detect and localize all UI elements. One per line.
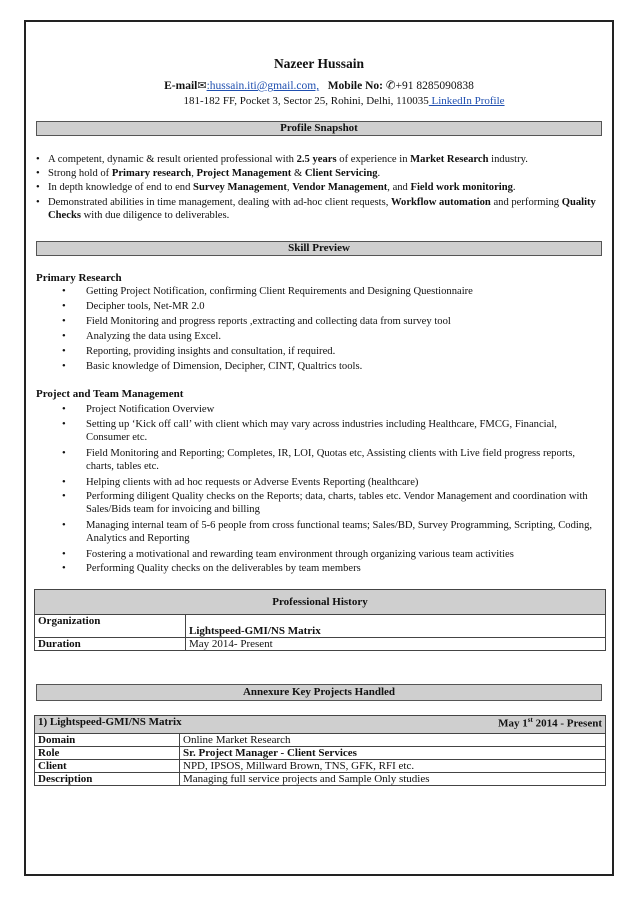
project-row-value: Online Market Research — [180, 734, 606, 747]
primary-research-title: Primary Research — [36, 272, 122, 284]
org-value: Lightspeed-GMI/NS Matrix — [186, 615, 606, 638]
bullet-icon: • — [62, 286, 66, 297]
address: 181-182 FF, Pocket 3, Sector 25, Rohini, Delhi, 110035 — [183, 95, 429, 107]
primary-research-item-text: Analyzing the data using Excel. — [86, 331, 222, 342]
primary-research-item-text: Reporting, providing insights and consultation, if required. — [86, 346, 336, 357]
project-row-label: Role — [35, 747, 180, 760]
project-title: 1) Lightspeed-GMI/NS Matrix — [38, 716, 182, 728]
contact-line — [0, 78, 638, 92]
bullet-icon: • — [36, 168, 40, 179]
project-mgmt-item-text: Project Notification Overview — [86, 404, 215, 415]
bullet-icon: • — [62, 301, 66, 312]
project-mgmt-item-text: Helping clients with ad hoc requests or Adverse Events Reporting (healthcare) — [86, 477, 419, 488]
project-row-value: Managing full service projects and Sample Only studies — [180, 773, 606, 786]
project-mgmt-item-text: Performing diligent Quality checks on the Reports; data, charts, tables etc. Vendor Management and coordination with Sales/Bids team for invoicing and billing — [86, 491, 588, 515]
envelope-icon: ✉ — [197, 80, 207, 92]
project-row — [35, 734, 606, 747]
mobile-number: +91 8285090838 — [395, 80, 474, 92]
bullet-icon: • — [62, 361, 66, 372]
bullet-icon: • — [62, 563, 66, 574]
candidate-name: Nazeer Hussain — [273, 56, 365, 71]
primary-research-item-text: Basic knowledge of Dimension, Decipher, CINT, Qualtrics tools. — [86, 361, 363, 372]
bullet-icon: • — [62, 316, 66, 327]
bullet-icon: • — [62, 448, 66, 459]
bullet-icon: • — [62, 419, 66, 430]
professional-history-table — [34, 589, 606, 651]
project-row-value: NPD, IPSOS, Millward Brown, TNS, GFK, RFI etc. — [180, 760, 606, 773]
profile-bullet-text: In depth knowledge of end to end Survey Management, Vendor Management, and Field work monitoring. — [48, 182, 516, 193]
bullet-icon: • — [62, 520, 66, 531]
email-link[interactable]: :hussain.iti@gmail.com, — [206, 80, 320, 92]
project-date-prefix: May 1 — [498, 717, 528, 730]
project-header — [35, 716, 606, 734]
project-mgmt-item-text: Field Monitoring and Reporting; Completes, IR, LOI, Quotas etc, Assisting clients with Live field progress reports, charts, tables etc. — [86, 448, 576, 472]
annexure-section-header: Annexure Key Projects Handled — [36, 684, 602, 701]
history-title: Professional History — [35, 590, 606, 615]
duration-value: May 2014- Present — [186, 638, 606, 651]
project-mgmt-item-text: Setting up ‘Kick off call’ with client which may vary across industries including Healthcare, FMCG, Financial, Consumer etc. — [86, 419, 557, 443]
linkedin-link[interactable]: LinkedIn Profile — [428, 95, 505, 107]
bullet-icon: • — [36, 197, 40, 208]
org-label: Organization — [35, 615, 186, 638]
project-table — [34, 715, 606, 786]
bullet-icon: • — [62, 404, 66, 415]
primary-research-item-text: Getting Project Notification, confirming Client Requirements and Designing Questionnaire — [86, 286, 473, 297]
bullet-icon: • — [62, 331, 66, 342]
bullet-icon: • — [62, 491, 66, 502]
skills-section-header: Skill Preview — [36, 241, 602, 256]
project-mgmt-title: Project and Team Management — [36, 388, 184, 400]
profile-bullet-text: Strong hold of Primary research, Project Management & Client Servicing. — [48, 168, 381, 179]
project-row-value: Sr. Project Manager - Client Services — [180, 747, 606, 760]
project-row — [35, 760, 606, 773]
profile-bullet-text: Demonstrated abilities in time management, dealing with ad-hoc client requests, Workflow automation and performing Quality Checks with due diligence to deliverables. — [48, 197, 596, 221]
project-mgmt-item-text: Performing Quality checks on the deliverables by team members — [86, 563, 361, 574]
project-date-sup: st — [527, 716, 533, 724]
bullet-icon: • — [62, 346, 66, 357]
duration-label: Duration — [35, 638, 186, 651]
profile-bullet-text: A competent, dynamic & result oriented professional with 2.5 years of experience in Market Research industry. — [48, 154, 528, 165]
bullet-icon: • — [36, 182, 40, 193]
profile-section-header: Profile Snapshot — [36, 121, 602, 136]
project-mgmt-item-text: Fostering a motivational and rewarding team environment through organizing various team activities — [86, 549, 514, 560]
primary-research-item-text: Decipher tools, Net-MR 2.0 — [86, 301, 205, 312]
project-mgmt-item-text: Managing internal team of 5-6 people from cross functional teams; Sales/BD, Survey Programming, Scripting, Coding, Analytics and Reporting — [86, 520, 593, 544]
phone-icon: ✆ — [385, 80, 396, 92]
mobile-label: Mobile No: — [327, 80, 383, 92]
primary-research-item-text: Field Monitoring and progress reports ,extracting and collecting data from survey tool — [86, 316, 451, 327]
bullet-icon: • — [36, 154, 40, 165]
project-dates — [498, 716, 602, 730]
project-row-label: Domain — [35, 734, 180, 747]
project-row — [35, 773, 606, 786]
address-line — [0, 95, 638, 107]
project-row — [35, 747, 606, 760]
project-row-label: Client — [35, 760, 180, 773]
bullet-icon: • — [62, 477, 66, 488]
project-date-suffix: 2014 - Present — [532, 717, 602, 730]
bullet-icon: • — [62, 549, 66, 560]
email-label: E-mail — [164, 80, 198, 92]
project-row-label: Description — [35, 773, 180, 786]
